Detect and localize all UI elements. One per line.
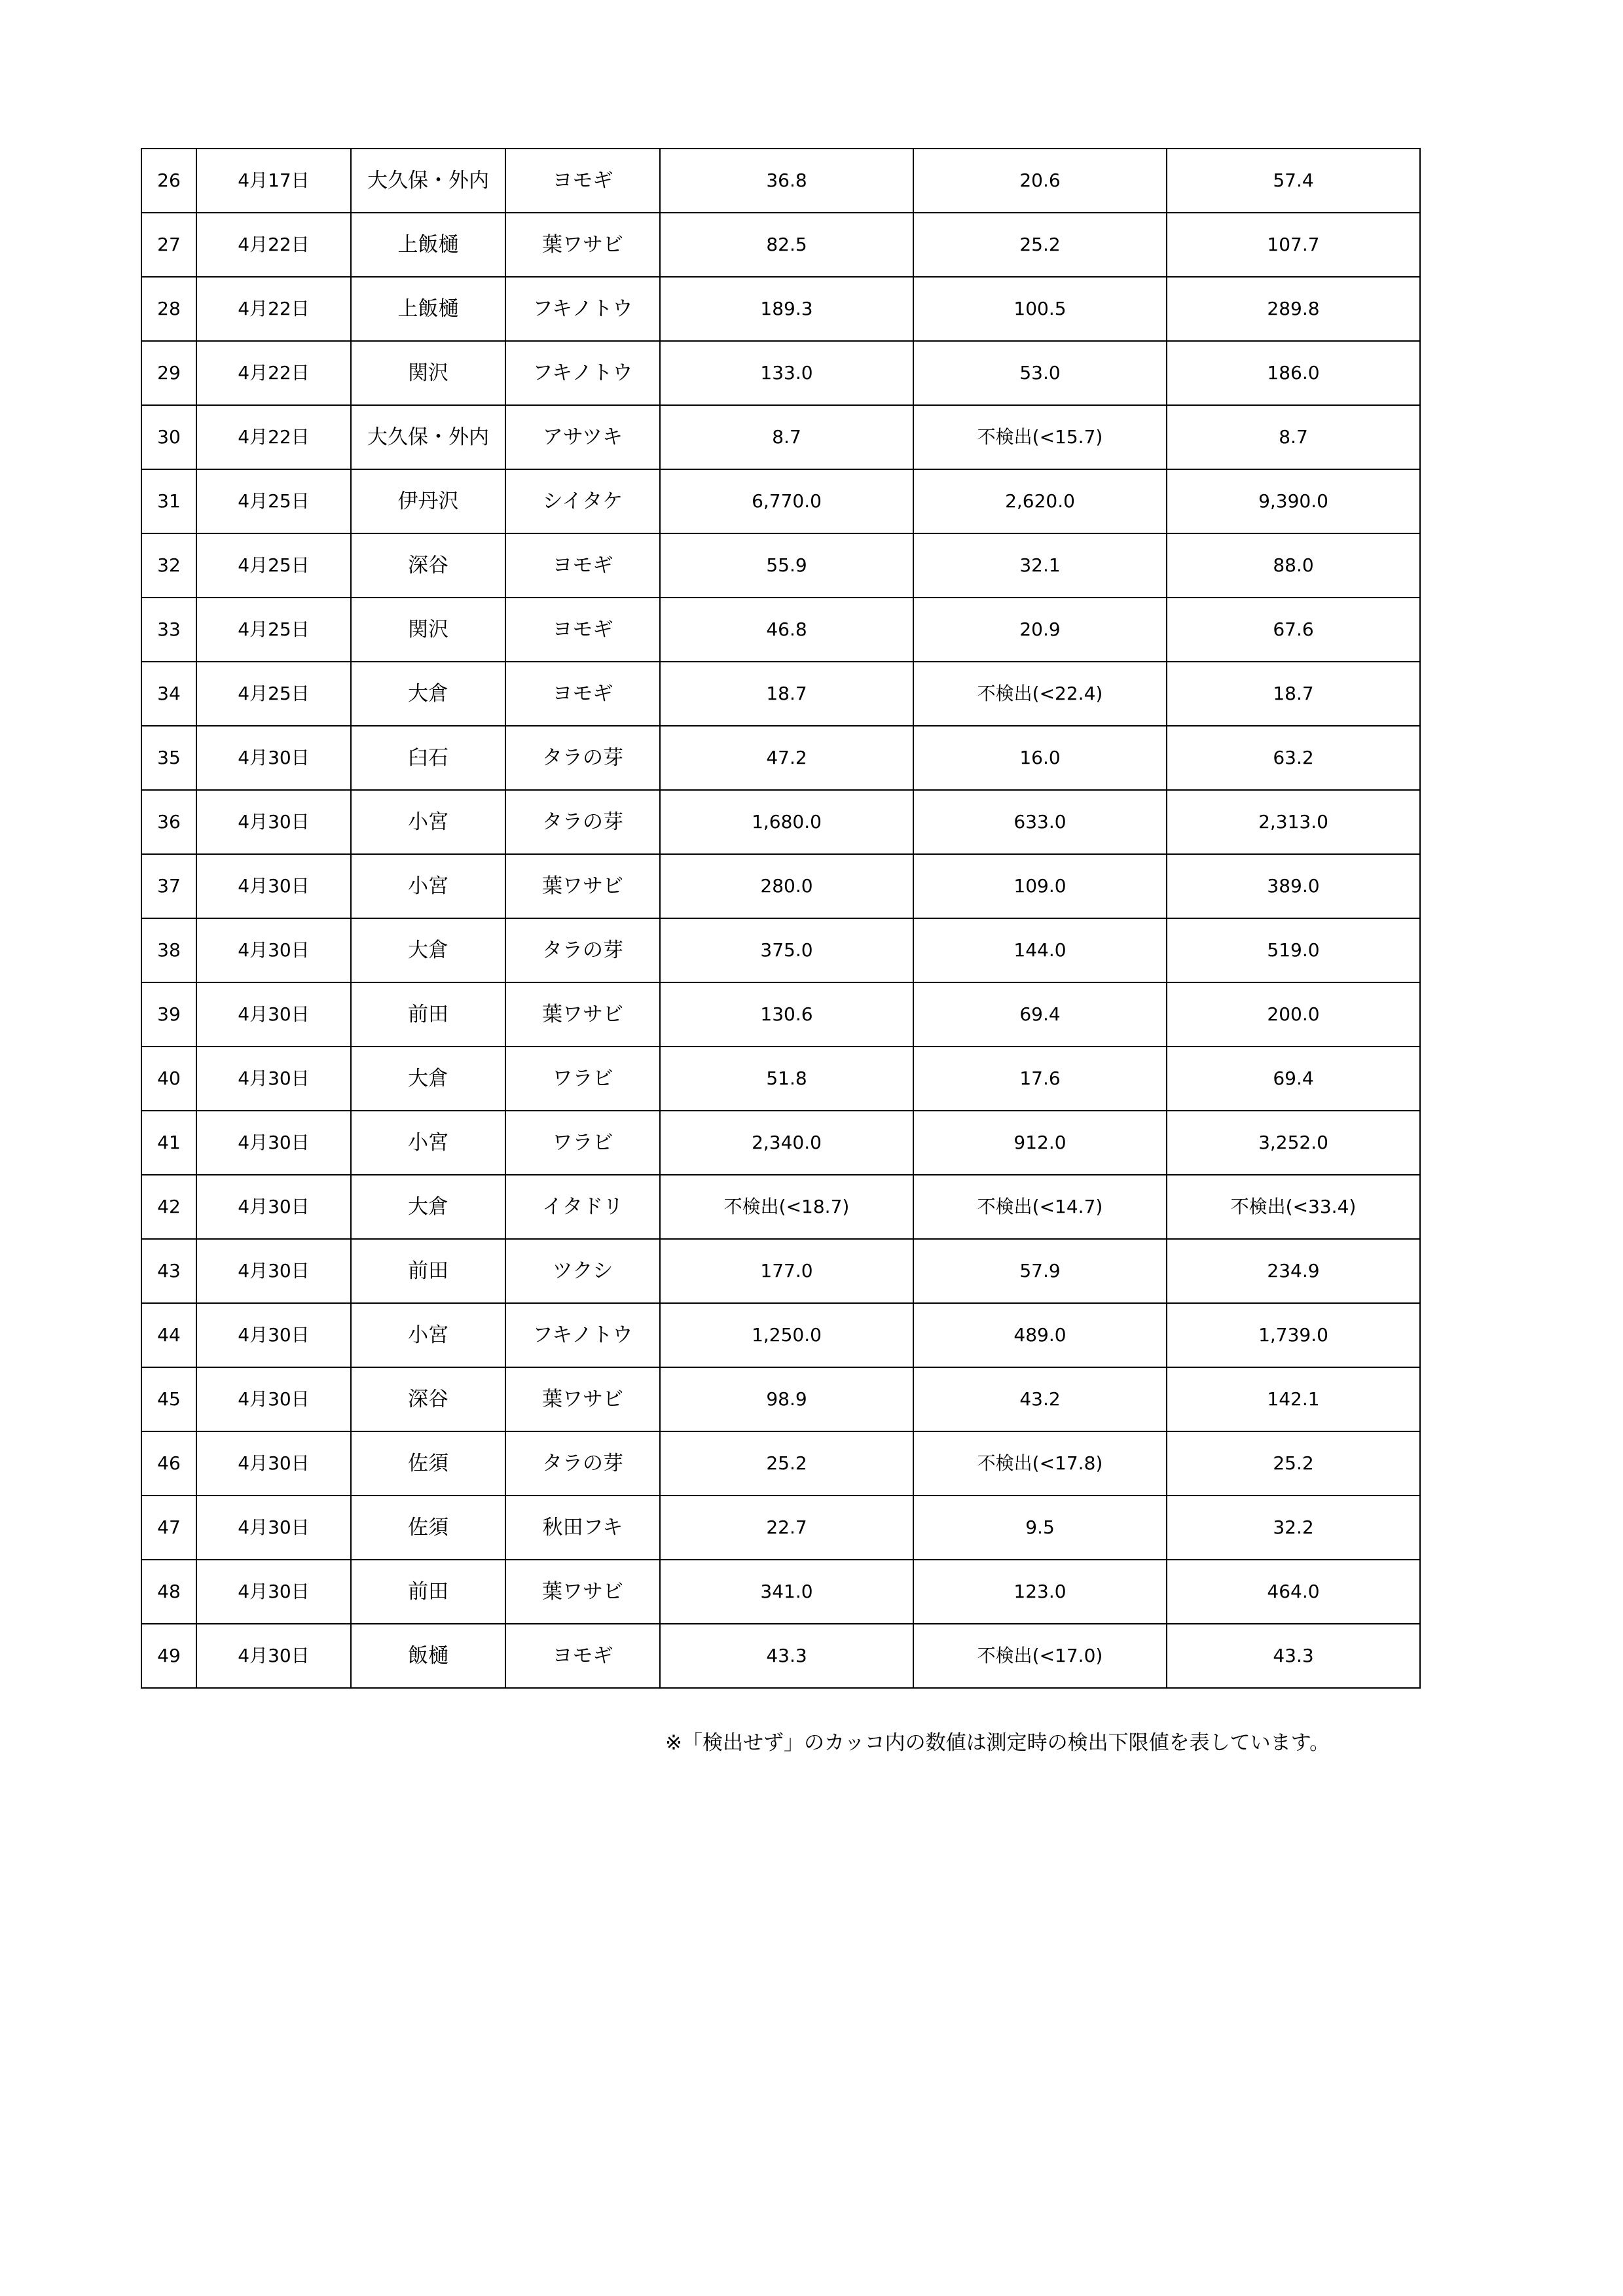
total-cell: 9,390.0 [1167,469,1420,533]
location-cell: 深谷 [351,1367,505,1431]
total-cell: 289.8 [1167,277,1420,341]
value-1-cell: 98.9 [660,1367,913,1431]
item-cell: タラの芽 [505,918,660,982]
total-cell: 43.3 [1167,1624,1420,1688]
location-cell: 深谷 [351,533,505,598]
location-cell: 関沢 [351,341,505,405]
value-2-cell: 2,620.0 [913,469,1167,533]
table-row [141,1496,1420,1560]
date-cell: 4月30日 [196,1431,351,1496]
item-cell: フキノトウ [505,341,660,405]
date-cell: 4月22日 [196,341,351,405]
value-1-cell: 18.7 [660,662,913,726]
location-cell: 大久保・外内 [351,149,505,213]
date-cell: 4月30日 [196,918,351,982]
total-cell: 200.0 [1167,982,1420,1047]
table-row [141,341,1420,405]
total-cell: 8.7 [1167,405,1420,469]
value-2-cell: 20.9 [913,598,1167,662]
row-number-cell: 41 [141,1111,196,1175]
row-number-cell: 43 [141,1239,196,1303]
location-cell: 佐須 [351,1496,505,1560]
location-cell: 大倉 [351,662,505,726]
item-cell: アサツキ [505,405,660,469]
date-cell: 4月25日 [196,533,351,598]
item-cell: ヨモギ [505,1624,660,1688]
table-row [141,598,1420,662]
value-2-cell: 9.5 [913,1496,1167,1560]
item-cell: イタドリ [505,1175,660,1239]
table-row [141,726,1420,790]
location-cell: 上飯樋 [351,213,505,277]
value-1-cell: 43.3 [660,1624,913,1688]
item-cell: ヨモギ [505,149,660,213]
value-2-cell: 109.0 [913,854,1167,918]
total-cell: 18.7 [1167,662,1420,726]
item-cell: フキノトウ [505,1303,660,1367]
total-cell: 3,252.0 [1167,1111,1420,1175]
value-1-cell: 不検出(<18.7) [660,1175,913,1239]
date-cell: 4月22日 [196,277,351,341]
date-cell: 4月30日 [196,854,351,918]
total-cell: 67.6 [1167,598,1420,662]
value-2-cell: 43.2 [913,1367,1167,1431]
row-number-cell: 32 [141,533,196,598]
date-cell: 4月30日 [196,1560,351,1624]
value-2-cell: 20.6 [913,149,1167,213]
value-1-cell: 8.7 [660,405,913,469]
location-cell: 大倉 [351,1047,505,1111]
row-number-cell: 42 [141,1175,196,1239]
table-row [141,854,1420,918]
location-cell: 小宮 [351,854,505,918]
table-row [141,1175,1420,1239]
total-cell: 234.9 [1167,1239,1420,1303]
date-cell: 4月25日 [196,469,351,533]
row-number-cell: 40 [141,1047,196,1111]
total-cell: 464.0 [1167,1560,1420,1624]
item-cell: 葉ワサビ [505,213,660,277]
date-cell: 4月30日 [196,1175,351,1239]
item-cell: ヨモギ [505,533,660,598]
value-1-cell: 46.8 [660,598,913,662]
total-cell: 25.2 [1167,1431,1420,1496]
date-cell: 4月17日 [196,149,351,213]
total-cell: 1,739.0 [1167,1303,1420,1367]
item-cell: タラの芽 [505,790,660,854]
row-number-cell: 47 [141,1496,196,1560]
total-cell: 142.1 [1167,1367,1420,1431]
value-2-cell: 不検出(<14.7) [913,1175,1167,1239]
item-cell: 葉ワサビ [505,982,660,1047]
value-2-cell: 69.4 [913,982,1167,1047]
value-2-cell: 489.0 [913,1303,1167,1367]
row-number-cell: 45 [141,1367,196,1431]
location-cell: 大久保・外内 [351,405,505,469]
date-cell: 4月30日 [196,1239,351,1303]
table-row [141,918,1420,982]
item-cell: 秋田フキ [505,1496,660,1560]
value-1-cell: 189.3 [660,277,913,341]
location-cell: 大倉 [351,918,505,982]
total-cell: 186.0 [1167,341,1420,405]
location-cell: 大倉 [351,1175,505,1239]
total-cell: 389.0 [1167,854,1420,918]
value-2-cell: 100.5 [913,277,1167,341]
location-cell: 伊丹沢 [351,469,505,533]
results-table-body [141,149,1420,1688]
row-number-cell: 34 [141,662,196,726]
date-cell: 4月30日 [196,1496,351,1560]
date-cell: 4月22日 [196,213,351,277]
date-cell: 4月30日 [196,726,351,790]
date-cell: 4月30日 [196,1624,351,1688]
row-number-cell: 35 [141,726,196,790]
value-1-cell: 82.5 [660,213,913,277]
location-cell: 臼石 [351,726,505,790]
value-2-cell: 912.0 [913,1111,1167,1175]
date-cell: 4月25日 [196,662,351,726]
total-cell: 63.2 [1167,726,1420,790]
item-cell: ツクシ [505,1239,660,1303]
location-cell: 前田 [351,1560,505,1624]
item-cell: ヨモギ [505,598,660,662]
row-number-cell: 30 [141,405,196,469]
row-number-cell: 27 [141,213,196,277]
value-1-cell: 51.8 [660,1047,913,1111]
date-cell: 4月30日 [196,1303,351,1367]
table-row [141,1303,1420,1367]
total-cell: 107.7 [1167,213,1420,277]
value-2-cell: 17.6 [913,1047,1167,1111]
value-2-cell: 123.0 [913,1560,1167,1624]
row-number-cell: 36 [141,790,196,854]
date-cell: 4月25日 [196,598,351,662]
value-2-cell: 25.2 [913,213,1167,277]
location-cell: 小宮 [351,1303,505,1367]
item-cell: ワラビ [505,1111,660,1175]
value-1-cell: 22.7 [660,1496,913,1560]
value-1-cell: 375.0 [660,918,913,982]
table-row [141,277,1420,341]
value-2-cell: 不検出(<15.7) [913,405,1167,469]
location-cell: 小宮 [351,790,505,854]
value-1-cell: 6,770.0 [660,469,913,533]
total-cell: 不検出(<33.4) [1167,1175,1420,1239]
location-cell: 前田 [351,982,505,1047]
value-2-cell: 不検出(<17.0) [913,1624,1167,1688]
row-number-cell: 44 [141,1303,196,1367]
value-1-cell: 1,680.0 [660,790,913,854]
table-row [141,1560,1420,1624]
footnote: ※「検出せず」のカッコ内の数値は測定時の検出下限値を表しています。 [665,1731,1330,1755]
table-row [141,149,1420,213]
total-cell: 2,313.0 [1167,790,1420,854]
table-row [141,1624,1420,1688]
row-number-cell: 48 [141,1560,196,1624]
table-row [141,662,1420,726]
value-1-cell: 133.0 [660,341,913,405]
value-1-cell: 130.6 [660,982,913,1047]
total-cell: 32.2 [1167,1496,1420,1560]
location-cell: 飯樋 [351,1624,505,1688]
value-2-cell: 不検出(<22.4) [913,662,1167,726]
location-cell: 上飯樋 [351,277,505,341]
date-cell: 4月30日 [196,982,351,1047]
item-cell: 葉ワサビ [505,1560,660,1624]
value-1-cell: 177.0 [660,1239,913,1303]
row-number-cell: 29 [141,341,196,405]
table-row [141,469,1420,533]
item-cell: フキノトウ [505,277,660,341]
location-cell: 関沢 [351,598,505,662]
location-cell: 前田 [351,1239,505,1303]
value-1-cell: 36.8 [660,149,913,213]
value-2-cell: 不検出(<17.8) [913,1431,1167,1496]
row-number-cell: 39 [141,982,196,1047]
table-row [141,1111,1420,1175]
table-row [141,1367,1420,1431]
row-number-cell: 33 [141,598,196,662]
item-cell: ワラビ [505,1047,660,1111]
date-cell: 4月30日 [196,1111,351,1175]
row-number-cell: 26 [141,149,196,213]
item-cell: ヨモギ [505,662,660,726]
value-1-cell: 341.0 [660,1560,913,1624]
date-cell: 4月30日 [196,1367,351,1431]
item-cell: 葉ワサビ [505,854,660,918]
table-row [141,1239,1420,1303]
table-row [141,533,1420,598]
item-cell: シイタケ [505,469,660,533]
location-cell: 佐須 [351,1431,505,1496]
date-cell: 4月22日 [196,405,351,469]
row-number-cell: 28 [141,277,196,341]
row-number-cell: 31 [141,469,196,533]
value-1-cell: 55.9 [660,533,913,598]
total-cell: 88.0 [1167,533,1420,598]
total-cell: 57.4 [1167,149,1420,213]
value-2-cell: 32.1 [913,533,1167,598]
value-1-cell: 1,250.0 [660,1303,913,1367]
value-1-cell: 2,340.0 [660,1111,913,1175]
value-1-cell: 25.2 [660,1431,913,1496]
table-row [141,405,1420,469]
date-cell: 4月30日 [196,1047,351,1111]
row-number-cell: 38 [141,918,196,982]
item-cell: 葉ワサビ [505,1367,660,1431]
row-number-cell: 49 [141,1624,196,1688]
location-cell: 小宮 [351,1111,505,1175]
table-row [141,213,1420,277]
value-1-cell: 280.0 [660,854,913,918]
item-cell: タラの芽 [505,1431,660,1496]
row-number-cell: 46 [141,1431,196,1496]
value-2-cell: 53.0 [913,341,1167,405]
date-cell: 4月30日 [196,790,351,854]
table-row [141,1047,1420,1111]
results-table [141,148,1421,1689]
value-2-cell: 633.0 [913,790,1167,854]
item-cell: タラの芽 [505,726,660,790]
table-row [141,790,1420,854]
table-row [141,982,1420,1047]
table-row [141,1431,1420,1496]
value-2-cell: 144.0 [913,918,1167,982]
total-cell: 69.4 [1167,1047,1420,1111]
total-cell: 519.0 [1167,918,1420,982]
value-2-cell: 16.0 [913,726,1167,790]
value-1-cell: 47.2 [660,726,913,790]
row-number-cell: 37 [141,854,196,918]
value-2-cell: 57.9 [913,1239,1167,1303]
